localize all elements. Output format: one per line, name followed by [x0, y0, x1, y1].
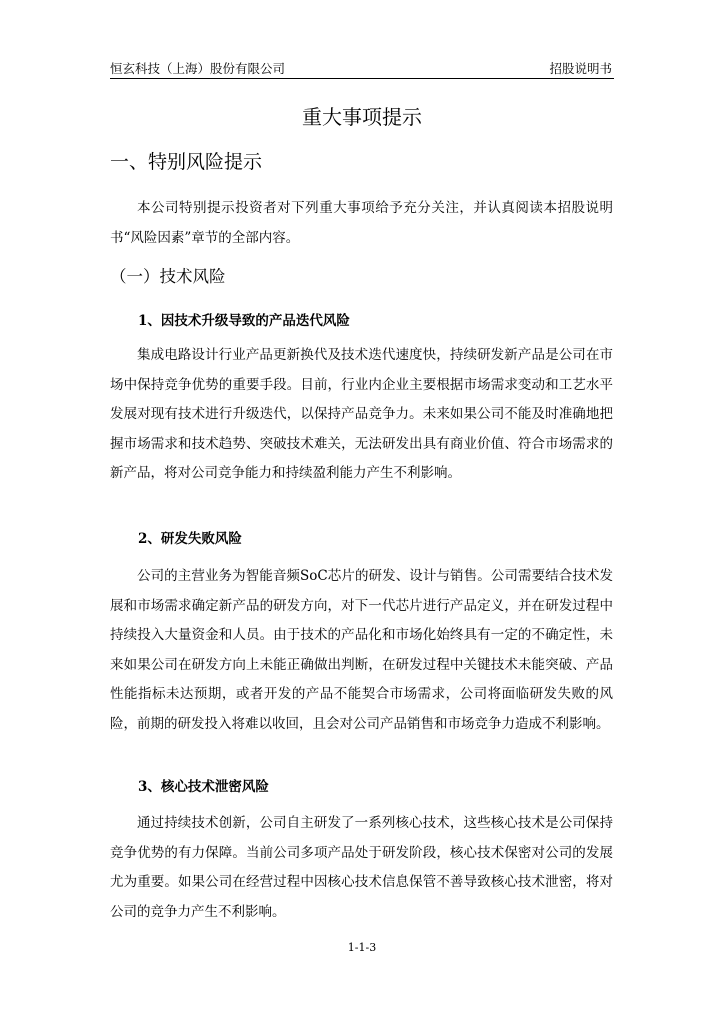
header-document-type: 招股说明书 [549, 61, 612, 76]
page-header [110, 60, 614, 79]
page-number: 1-1-3 [347, 941, 377, 954]
risk-heading-rd-failure: 2、研发失败风险 [138, 531, 242, 547]
risk-heading-product-iteration: 1、因技术升级导致的产品迭代风险 [138, 313, 350, 329]
section-intro-paragraph: 本公司特别提示投资者对下列重大事项给予充分关注，并认真阅读本招股说明书“风险因素”章节的全部内容。 [110, 200, 613, 246]
risk-heading-tech-leakage: 3、核心技术泄密风险 [138, 779, 269, 795]
risk-paragraph-tech-leakage: 通过持续技术创新，公司自主研发了一系列核心技术，这些核心技术是公司保持竞争优势的有力保障。当前公司多项产品处于研发阶段，核心技术保密对公司的发展尤为重要。如果公司在经营过程中因核心技术信息保管不善导致核心技术泄密，将对公司的竞争力产生不利影响。 [110, 815, 613, 920]
section-heading-special-risks: 一、特别风险提示 [110, 151, 263, 173]
page-title: 重大事项提示 [302, 105, 422, 129]
risk-paragraph-product-iteration: 集成电路设计行业产品更新换代及技术迭代速度快，持续研发新产品是公司在市场中保持竞争优势的重要手段。目前，行业内企业主要根据市场需求变动和工艺水平发展对现有技术进行升级迭代，以保持产品竞争力。未来如果公司不能及时准确地把握市场需求和技术趋势、突破技术难关，无法研发出具有商业价值、符合市场需求的新产品，将对公司竞争能力和持续盈利能力产生不利影响。 [110, 347, 613, 481]
subsection-heading-technical-risks: （一）技术风险 [110, 267, 226, 286]
risk-paragraph-rd-failure: 公司的主营业务为智能音频SoC芯片的研发、设计与销售。公司需要结合技术发展和市场需求确定新产品的研发方向，对下一代芯片进行产品定义，并在研发过程中持续投入大量资金和人员。由于技术的产品化和市场化始终具有一定的不确定性，未来如果公司在研发方向上未能正确做出判断，在研发过程中关键技术未能突破、产品性能指标未达预期，或者开发的产品不能契合市场需求，公司将面临研发失败的风险，前期的研发投入将难以收回，且会对公司产品销售和市场竞争力造成不利影响。 [110, 568, 613, 732]
header-company-name: 恒玄科技（上海）股份有限公司 [110, 61, 286, 76]
